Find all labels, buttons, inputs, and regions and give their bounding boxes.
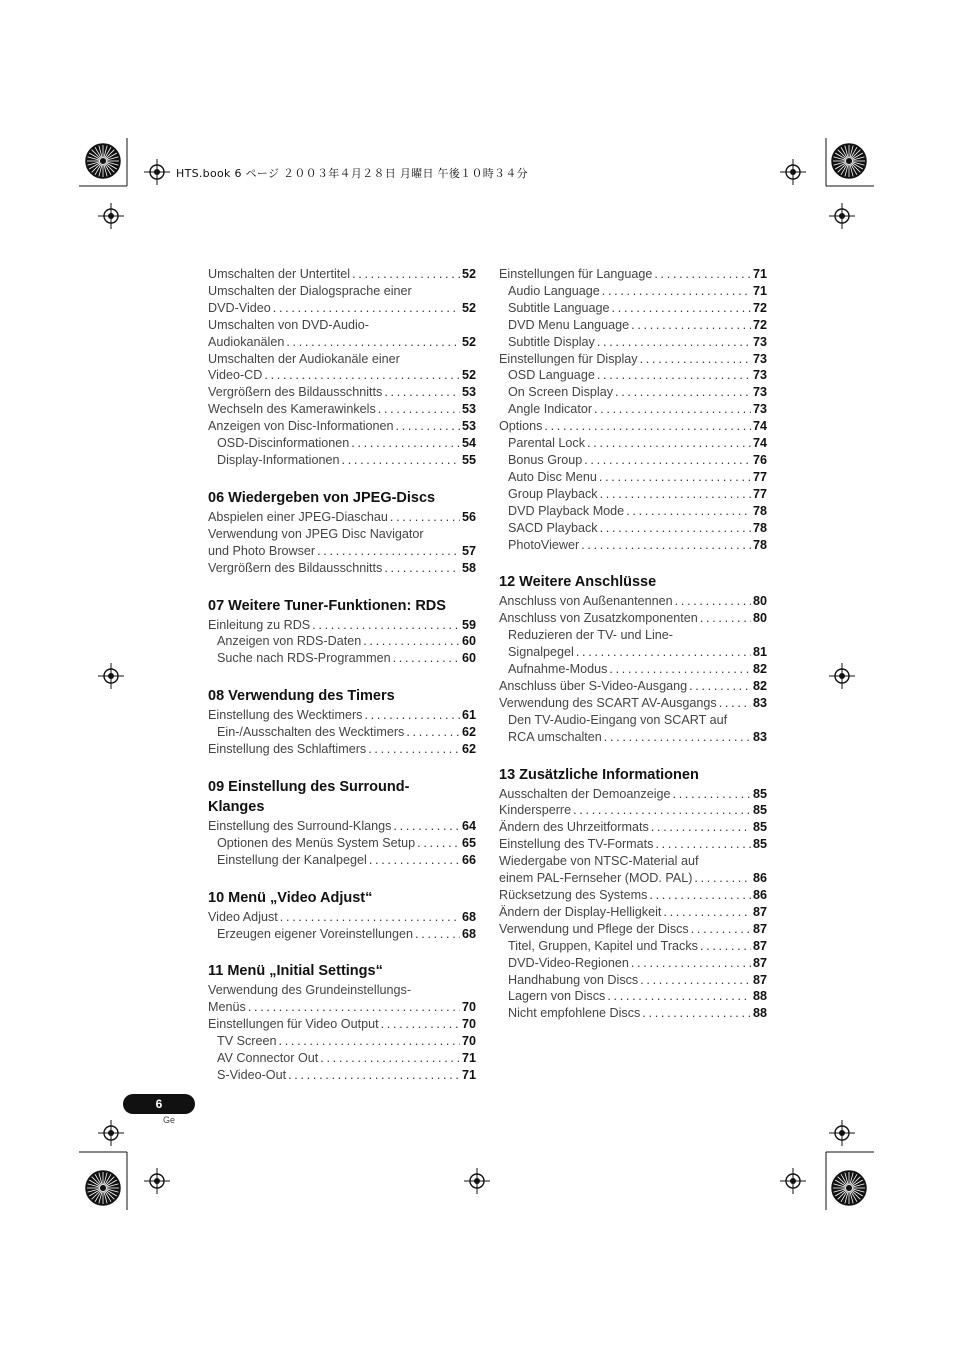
dot-leader bbox=[597, 334, 751, 351]
toc-entry-line: Verwendung von JPEG Disc Navigator bbox=[208, 526, 424, 541]
toc-entry bbox=[208, 1016, 476, 1033]
toc-entry-title: DVD-Video bbox=[208, 300, 271, 315]
toc-entry-page: 80 bbox=[752, 594, 767, 609]
dot-leader bbox=[640, 351, 751, 368]
toc-entry-title: Vergrößern des Bildausschnitts bbox=[208, 560, 383, 575]
crosshair-icon bbox=[829, 663, 855, 689]
toc-entry bbox=[499, 972, 767, 989]
toc-entry-title: Ein-/Ausschalten des Wecktimers bbox=[217, 725, 405, 740]
toc-entry-title: Einstellung des Surround-Klangs bbox=[208, 818, 392, 833]
page-number-badge: 6 bbox=[123, 1094, 195, 1114]
toc-entry-page: 66 bbox=[461, 852, 476, 867]
toc-entry-title: Einstellung des Schlaftimers bbox=[208, 742, 367, 757]
dot-leader bbox=[544, 418, 751, 435]
dot-leader bbox=[600, 486, 751, 503]
section-heading: 11 Menü „Initial Settings“ bbox=[208, 963, 383, 980]
toc-entry bbox=[208, 1033, 476, 1050]
toc-entry-page: 53 bbox=[461, 402, 476, 417]
toc-entry-page: 86 bbox=[752, 888, 767, 902]
toc-entry bbox=[208, 1050, 476, 1067]
dot-leader bbox=[691, 921, 751, 938]
dot-leader bbox=[384, 384, 460, 401]
dot-leader bbox=[384, 560, 460, 577]
print-header-line: HTS.book 6 ページ ２００３年４月２８日 月曜日 午後１０時３４分 bbox=[176, 167, 528, 180]
toc-entry-title: Ausschalten der Demoanzeige bbox=[499, 786, 671, 801]
toc-entry bbox=[499, 870, 767, 887]
toc-entry-title: Audiokanälen bbox=[208, 334, 285, 349]
dot-leader bbox=[378, 401, 460, 418]
toc-entry-title: Subtitle Display bbox=[508, 334, 595, 349]
toc-entry bbox=[499, 955, 767, 972]
dot-leader bbox=[576, 644, 751, 661]
dot-leader bbox=[342, 452, 460, 469]
section-heading: 10 Menü „Video Adjust“ bbox=[208, 889, 373, 906]
section-heading: Klanges bbox=[208, 798, 265, 815]
toc-entry bbox=[499, 317, 767, 334]
toc-entry-title: Kindersperre bbox=[499, 803, 572, 818]
toc-entry-page: 61 bbox=[461, 708, 476, 723]
toc-entry-page: 87 bbox=[752, 972, 767, 987]
toc-entry bbox=[208, 418, 476, 435]
dot-leader bbox=[694, 870, 751, 887]
toc-entry-title: Verwendung des SCART AV-Ausgangs bbox=[499, 695, 717, 710]
dot-leader bbox=[280, 909, 460, 926]
toc-entry-page: 64 bbox=[461, 818, 476, 833]
toc-entry bbox=[499, 921, 767, 938]
toc-entry-title: Video Adjust bbox=[208, 909, 278, 924]
toc-entry-page: 59 bbox=[461, 617, 476, 632]
toc-entry-title: AV Connector Out bbox=[217, 1051, 319, 1066]
toc-entry-page: 87 bbox=[752, 938, 767, 953]
toc-entry-title: Anzeigen von RDS-Daten bbox=[217, 634, 362, 649]
toc-entry-title: Anschluss von Außenantennen bbox=[499, 594, 673, 609]
page-language-code: Ge bbox=[162, 1115, 175, 1125]
toc-entry-page: 85 bbox=[752, 803, 767, 818]
dot-leader bbox=[604, 729, 751, 746]
toc-entry-title: Ändern der Display-Helligkeit bbox=[499, 904, 662, 919]
toc-entry bbox=[208, 401, 476, 418]
toc-entry bbox=[499, 537, 767, 554]
crosshair-icon bbox=[780, 159, 806, 185]
toc-entry-title: Auto Disc Menu bbox=[508, 469, 597, 484]
toc-entry-title: Rücksetzung des Systems bbox=[499, 888, 648, 902]
toc-entry bbox=[499, 729, 767, 746]
toc-entry-title: OSD Language bbox=[508, 368, 595, 383]
section-heading: 13 Zusätzliche Informationen bbox=[499, 766, 699, 783]
toc-entry-page: 71 bbox=[752, 283, 767, 298]
toc-entry-page: 78 bbox=[752, 503, 767, 518]
toc-entry-page: 82 bbox=[752, 662, 767, 677]
toc-entry bbox=[208, 650, 476, 667]
toc-entry-page: 55 bbox=[461, 452, 476, 467]
toc-entry bbox=[499, 503, 767, 520]
toc-entry-title: Optionen des Menüs System Setup bbox=[217, 835, 416, 850]
toc-entry-title: SACD Playback bbox=[508, 520, 598, 535]
toc-entry bbox=[499, 836, 767, 853]
toc-left-column bbox=[208, 266, 476, 1084]
toc-entry bbox=[499, 593, 767, 610]
starburst-mark-top-left bbox=[86, 144, 120, 178]
dot-leader bbox=[406, 724, 460, 741]
toc-entry bbox=[499, 610, 767, 627]
dot-leader bbox=[279, 1033, 460, 1050]
toc-entry-page: 73 bbox=[752, 385, 767, 400]
toc-entry-page: 56 bbox=[461, 509, 476, 524]
toc-entry-page: 71 bbox=[752, 267, 767, 281]
crosshair-icon bbox=[98, 203, 124, 229]
dot-leader bbox=[719, 695, 751, 712]
toc-entry-title: Aufnahme-Modus bbox=[508, 662, 608, 677]
toc-entry-page: 82 bbox=[752, 678, 767, 693]
toc-entry bbox=[499, 266, 767, 283]
toc-entry bbox=[499, 401, 767, 418]
dot-leader bbox=[581, 537, 751, 554]
toc-entry bbox=[499, 452, 767, 469]
toc-entry bbox=[208, 300, 476, 317]
toc-entry bbox=[499, 334, 767, 351]
dot-leader bbox=[700, 938, 751, 955]
toc-entry bbox=[499, 418, 767, 435]
toc-entry-page: 71 bbox=[461, 1051, 476, 1066]
toc-entry bbox=[499, 678, 767, 695]
dot-leader bbox=[631, 955, 751, 972]
dot-leader bbox=[368, 741, 460, 758]
dot-leader bbox=[615, 384, 751, 401]
toc-entry-page: 60 bbox=[461, 634, 476, 649]
toc-entry bbox=[499, 938, 767, 955]
toc-entry-page: 80 bbox=[752, 611, 767, 626]
toc-entry-title: Wechseln des Kamerawinkels bbox=[208, 402, 376, 417]
dot-leader bbox=[393, 650, 460, 667]
toc-entry-title: Suche nach RDS-Programmen bbox=[217, 651, 391, 666]
dot-leader bbox=[599, 469, 751, 486]
toc-entry bbox=[499, 661, 767, 678]
toc-entry-title: Angle Indicator bbox=[508, 402, 593, 417]
toc-entry-title: S-Video-Out bbox=[217, 1068, 287, 1082]
starburst-mark-bottom-left bbox=[86, 1171, 120, 1205]
toc-entry-title: einem PAL-Fernseher (MOD. PAL) bbox=[499, 871, 693, 886]
toc-entry-page: 68 bbox=[461, 926, 476, 941]
dot-leader bbox=[655, 836, 751, 853]
starburst-mark-top-right bbox=[832, 144, 866, 178]
dot-leader bbox=[286, 334, 460, 351]
toc-entry-title: PhotoViewer bbox=[508, 537, 580, 552]
toc-entry bbox=[208, 707, 476, 724]
toc-entry-title: Signalpegel bbox=[508, 645, 574, 660]
dot-leader bbox=[654, 266, 751, 283]
dot-leader bbox=[673, 786, 751, 803]
toc-entry-title: Lagern von Discs bbox=[508, 989, 606, 1004]
toc-entry-page: 71 bbox=[461, 1068, 476, 1082]
toc-entry bbox=[208, 835, 476, 852]
toc-entry-title: DVD Playback Mode bbox=[508, 503, 625, 518]
toc-entry bbox=[499, 695, 767, 712]
dot-leader bbox=[651, 819, 751, 836]
toc-entry-title: Erzeugen eigener Voreinstellungen bbox=[217, 926, 414, 941]
toc-entry-page: 88 bbox=[752, 1006, 767, 1021]
toc-entry-title: Handhabung von Discs bbox=[508, 972, 639, 987]
toc-entry-page: 87 bbox=[752, 921, 767, 936]
dot-leader bbox=[393, 818, 460, 835]
toc-entry bbox=[208, 909, 476, 926]
toc-entry-title: Einstellungen für Display bbox=[499, 351, 638, 366]
toc-entry-page: 60 bbox=[461, 651, 476, 666]
toc-entry bbox=[208, 852, 476, 869]
toc-right-column bbox=[499, 266, 767, 1022]
dot-leader bbox=[607, 988, 751, 1005]
dot-leader bbox=[415, 926, 460, 943]
toc-entry bbox=[208, 724, 476, 741]
crosshair-icon bbox=[98, 663, 124, 689]
toc-entry-page: 70 bbox=[461, 1017, 476, 1032]
toc-entry-page: 73 bbox=[752, 368, 767, 383]
toc-entry-page: 65 bbox=[461, 835, 476, 850]
toc-entry bbox=[208, 999, 476, 1016]
section-heading: 12 Weitere Anschlüsse bbox=[499, 574, 657, 591]
toc-entry-title: Group Playback bbox=[508, 486, 598, 501]
dot-leader bbox=[631, 317, 751, 334]
dot-leader bbox=[390, 509, 460, 526]
dot-leader bbox=[649, 887, 751, 904]
crosshair-icon bbox=[829, 1120, 855, 1146]
dot-leader bbox=[363, 633, 460, 650]
toc-entry bbox=[208, 367, 476, 384]
toc-entry-line: Umschalten der Dialogsprache einer bbox=[208, 283, 412, 298]
dot-leader bbox=[587, 435, 751, 452]
toc-entry-title: Parental Lock bbox=[508, 436, 586, 451]
toc-entry bbox=[499, 904, 767, 921]
toc-entry-page: 72 bbox=[752, 317, 767, 332]
toc-entry-line: Umschalten der Audiokanäle einer bbox=[208, 351, 400, 366]
dot-leader bbox=[675, 593, 751, 610]
toc-entry bbox=[208, 633, 476, 650]
dot-leader bbox=[317, 543, 460, 560]
toc-entry bbox=[208, 560, 476, 577]
toc-entry bbox=[499, 802, 767, 819]
toc-entry-page: 58 bbox=[461, 560, 476, 575]
toc-entry-page: 73 bbox=[752, 402, 767, 417]
toc-entry-title: Options bbox=[499, 419, 543, 434]
toc-entry bbox=[208, 741, 476, 758]
toc-entry-page: 86 bbox=[752, 871, 767, 886]
toc-entry bbox=[499, 887, 767, 904]
toc-entry-page: 83 bbox=[752, 729, 767, 744]
toc-entry bbox=[208, 334, 476, 351]
dot-leader bbox=[600, 520, 751, 537]
section-heading: 06 Wiedergeben von JPEG-Discs bbox=[208, 489, 436, 506]
toc-entry-page: 74 bbox=[752, 419, 767, 434]
toc-entry-title: Einleitung zu RDS bbox=[208, 617, 311, 632]
toc-entry-title: Display-Informationen bbox=[217, 452, 340, 467]
dot-leader bbox=[248, 999, 460, 1016]
toc-entry-page: 62 bbox=[461, 742, 476, 757]
toc-entry-line: Wiedergabe von NTSC-Material auf bbox=[499, 854, 699, 869]
dot-leader bbox=[642, 1005, 751, 1022]
toc-entry bbox=[499, 300, 767, 317]
toc-entry bbox=[208, 818, 476, 835]
dot-leader bbox=[700, 610, 751, 627]
toc-entry-line: Reduzieren der TV- und Line- bbox=[508, 628, 673, 643]
toc-entry bbox=[499, 644, 767, 661]
toc-entry-title: OSD-Discinformationen bbox=[217, 436, 350, 451]
dot-leader bbox=[417, 835, 460, 852]
dot-leader bbox=[594, 401, 751, 418]
crosshair-icon bbox=[144, 159, 170, 185]
dot-leader bbox=[602, 283, 751, 300]
toc-entry bbox=[499, 520, 767, 537]
toc-entry bbox=[208, 617, 476, 634]
toc-entry-title: Einstellung des Wecktimers bbox=[208, 708, 363, 723]
toc-entry-page: 70 bbox=[461, 1034, 476, 1049]
toc-entry bbox=[499, 384, 767, 401]
section-heading: 09 Einstellung des Surround- bbox=[208, 778, 410, 795]
toc-entry-page: 88 bbox=[752, 989, 767, 1004]
toc-entry bbox=[208, 435, 476, 452]
dot-leader bbox=[573, 802, 751, 819]
toc-entry-page: 76 bbox=[752, 452, 767, 467]
toc-entry-page: 87 bbox=[752, 904, 767, 919]
toc-entry-title: Einstellungen für Video Output bbox=[208, 1017, 379, 1032]
toc-entry-title: Bonus Group bbox=[508, 452, 583, 467]
dot-leader bbox=[364, 707, 460, 724]
toc-entry-page: 62 bbox=[461, 725, 476, 740]
dot-leader bbox=[597, 367, 751, 384]
toc-entry-page: 72 bbox=[752, 300, 767, 315]
toc-entry bbox=[499, 469, 767, 486]
toc-entry-page: 87 bbox=[752, 955, 767, 970]
toc-entry-title: Menüs bbox=[208, 1000, 246, 1015]
toc-entry bbox=[499, 1005, 767, 1022]
toc-entry-title: Subtitle Language bbox=[508, 300, 610, 315]
toc-entry-page: 73 bbox=[752, 351, 767, 366]
toc-entry-title: On Screen Display bbox=[508, 385, 613, 400]
toc-entry-page: 52 bbox=[461, 300, 476, 315]
toc-entry-page: 54 bbox=[461, 436, 476, 451]
crosshair-icon bbox=[464, 1168, 490, 1194]
toc-entry-title: TV Screen bbox=[217, 1034, 277, 1049]
toc-entry bbox=[499, 988, 767, 1005]
toc-entry-page: 81 bbox=[752, 645, 767, 660]
starburst-mark-bottom-right bbox=[832, 1171, 866, 1205]
dot-leader bbox=[584, 452, 751, 469]
toc-entry-title: Vergrößern des Bildausschnitts bbox=[208, 385, 383, 400]
toc-entry-page: 78 bbox=[752, 537, 767, 552]
dot-leader bbox=[689, 678, 751, 695]
toc-entry-page: 70 bbox=[461, 1000, 476, 1015]
toc-entry bbox=[499, 786, 767, 803]
toc-entry-page: 83 bbox=[752, 695, 767, 710]
toc-entry-title: Nicht empfohlene Discs bbox=[508, 1006, 641, 1021]
toc-entry-title: und Photo Browser bbox=[208, 543, 316, 558]
crosshair-icon bbox=[98, 1120, 124, 1146]
toc-entry-title: DVD-Video-Regionen bbox=[508, 955, 629, 970]
toc-entry-page: 77 bbox=[752, 486, 767, 501]
toc-entry bbox=[208, 926, 476, 943]
toc-entry-page: 53 bbox=[461, 419, 476, 434]
toc-entry-title: Umschalten der Untertitel bbox=[208, 267, 351, 281]
dot-leader bbox=[320, 1050, 460, 1067]
toc-entry-page: 78 bbox=[752, 520, 767, 535]
toc-entry-page: 85 bbox=[752, 837, 767, 852]
dot-leader bbox=[288, 1067, 460, 1084]
dot-leader bbox=[264, 367, 460, 384]
toc-entry-page: 53 bbox=[461, 385, 476, 400]
toc-entry bbox=[208, 384, 476, 401]
toc-entry bbox=[208, 543, 476, 560]
toc-entry-page: 85 bbox=[752, 786, 767, 801]
dot-leader bbox=[351, 435, 460, 452]
toc-entry-title: RCA umschalten bbox=[508, 729, 602, 744]
toc-entry bbox=[499, 283, 767, 300]
dot-leader bbox=[352, 266, 460, 283]
toc-entry bbox=[208, 509, 476, 526]
dot-leader bbox=[626, 503, 751, 520]
section-heading: 08 Verwendung des Timers bbox=[208, 688, 395, 705]
dot-leader bbox=[640, 972, 751, 989]
toc-entry bbox=[499, 486, 767, 503]
toc-entry-page: 74 bbox=[752, 436, 767, 451]
toc-entry-title: Titel, Gruppen, Kapitel und Tracks bbox=[508, 938, 698, 953]
toc-entry-page: 52 bbox=[461, 267, 476, 281]
toc-entry-title: Anzeigen von Disc-Informationen bbox=[208, 419, 394, 434]
dot-leader bbox=[612, 300, 751, 317]
crosshair-icon bbox=[829, 203, 855, 229]
toc-entry-title: Abspielen einer JPEG-Diaschau bbox=[208, 509, 388, 524]
toc-entry-line: Verwendung des Grundeinstellungs- bbox=[208, 983, 412, 998]
toc-entry-page: 73 bbox=[752, 334, 767, 349]
toc-entry bbox=[499, 435, 767, 452]
toc-entry-title: Ändern des Uhrzeitformats bbox=[499, 820, 649, 835]
toc-entry-page: 52 bbox=[461, 368, 476, 383]
dot-leader bbox=[381, 1016, 460, 1033]
toc-entry-page: 77 bbox=[752, 469, 767, 484]
dot-leader bbox=[312, 617, 460, 634]
toc-entry-page: 57 bbox=[461, 543, 476, 558]
section-heading: 07 Weitere Tuner-Funktionen: RDS bbox=[208, 597, 446, 614]
dot-leader bbox=[396, 418, 460, 435]
toc-entry-line: Umschalten von DVD-Audio- bbox=[208, 317, 369, 332]
toc-entry-title: Einstellung der Kanalpegel bbox=[217, 852, 367, 867]
toc-entry-title: DVD Menu Language bbox=[508, 317, 630, 332]
toc-entry-title: Einstellung des TV-Formats bbox=[499, 837, 654, 852]
toc-entry bbox=[499, 367, 767, 384]
toc-entry bbox=[208, 452, 476, 469]
toc-entry bbox=[208, 1067, 476, 1084]
toc-entry-page: 68 bbox=[461, 909, 476, 924]
toc-entry-title: Verwendung und Pflege der Discs bbox=[499, 921, 689, 936]
toc-entry-title: Audio Language bbox=[508, 283, 600, 298]
dot-leader bbox=[273, 300, 460, 317]
toc-entry-line: Den TV-Audio-Eingang von SCART auf bbox=[508, 712, 728, 727]
crosshair-icon bbox=[144, 1168, 170, 1194]
crosshair-icon bbox=[780, 1168, 806, 1194]
dot-leader bbox=[663, 904, 751, 921]
toc-entry-title: Anschluss über S-Video-Ausgang bbox=[499, 678, 688, 693]
toc-entry bbox=[499, 819, 767, 836]
toc-entry bbox=[208, 266, 476, 283]
dot-leader bbox=[369, 852, 460, 869]
toc-entry-title: Einstellungen für Language bbox=[499, 267, 653, 281]
toc-entry-title: Anschluss von Zusatzkomponenten bbox=[499, 611, 698, 626]
toc-entry-page: 52 bbox=[461, 334, 476, 349]
toc-entry-page: 85 bbox=[752, 820, 767, 835]
toc-entry bbox=[499, 351, 767, 368]
toc-entry-title: Video-CD bbox=[208, 368, 263, 383]
dot-leader bbox=[609, 661, 751, 678]
